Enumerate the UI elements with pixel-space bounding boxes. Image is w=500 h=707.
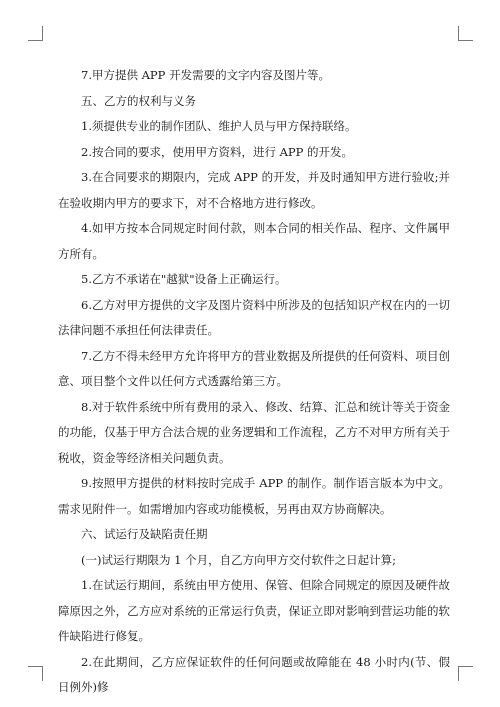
crop-mark-top-left xyxy=(28,26,43,41)
clause-b8: 8.对于软件系统中所有费用的录入、修改、结算、汇总和统计等关于资金的功能，仅基于甲方合法合规的业务逻辑和工作流程，乙方不对甲方所有关于税收，资金等经济相关问题负责。 xyxy=(58,399,450,465)
clause-b2: 2.按合同的要求，使用甲方资料，进行 APP 的开发。 xyxy=(81,144,354,159)
clause-c0: (一)试运行期限为 1 个月，自乙方向甲方交付软件之日起计算; xyxy=(81,552,396,567)
crop-mark-bottom-left xyxy=(28,666,43,681)
clause-b6: 6.乙方对甲方提供的文字及图片资料中所涉及的包括知识产权在内的一切法律问题不承担任何法律责任。 xyxy=(58,297,450,337)
section-heading-5: 五、乙方的权利与义务 xyxy=(81,93,196,108)
crop-mark-bottom-right xyxy=(458,666,473,681)
crop-mark-top-right xyxy=(458,26,473,41)
clause-a7: 7.甲方提供 APP 开发需要的文字内容及图片等。 xyxy=(81,68,331,82)
clause-c2: 2.在此期间，乙方应保证软件的任何问题或故障能在 48 小时内(节、假日例外)修 xyxy=(58,654,450,694)
clause-b4: 4.如甲方按本合同规定时间付款，则本合同的相关作品、程序、文件属甲方所有。 xyxy=(58,221,450,261)
clause-b9: 9.按照甲方提供的材料按时完成手 APP 的制作。制作语言版本为中文。需求见附件一。如需增加内容或功能模板，另再由双方协商解决。 xyxy=(58,476,450,516)
clause-b7: 7.乙方不得未经甲方允许将甲方的营业数据及所提供的任何资料、项目创意、项目整个文件以任何方式透露给第三方。 xyxy=(58,348,450,388)
clause-b1: 1.须提供专业的制作团队、维护人员与甲方保持联络。 xyxy=(81,119,357,133)
document-body xyxy=(58,63,450,701)
clause-b3: 3.在合同要求的期限内，完成 APP 的开发，并及时通知甲方进行验收;并在验收期内甲方的要求下，对不合格地方进行修改。 xyxy=(58,170,450,210)
clause-c1: 1.在试运行期间，系统由甲方使用、保管、但除合同规定的原因及硬件故障原因之外，乙方应对系统的正常运行负责，保证立即对影响到营运功能的软件缺陷进行修复。 xyxy=(58,578,450,643)
section-heading-6: 六、试运行及缺陷责任期 xyxy=(81,527,208,541)
clause-b5: 5.乙方不承诺在"越狱"设备上正确运行。 xyxy=(81,272,287,286)
